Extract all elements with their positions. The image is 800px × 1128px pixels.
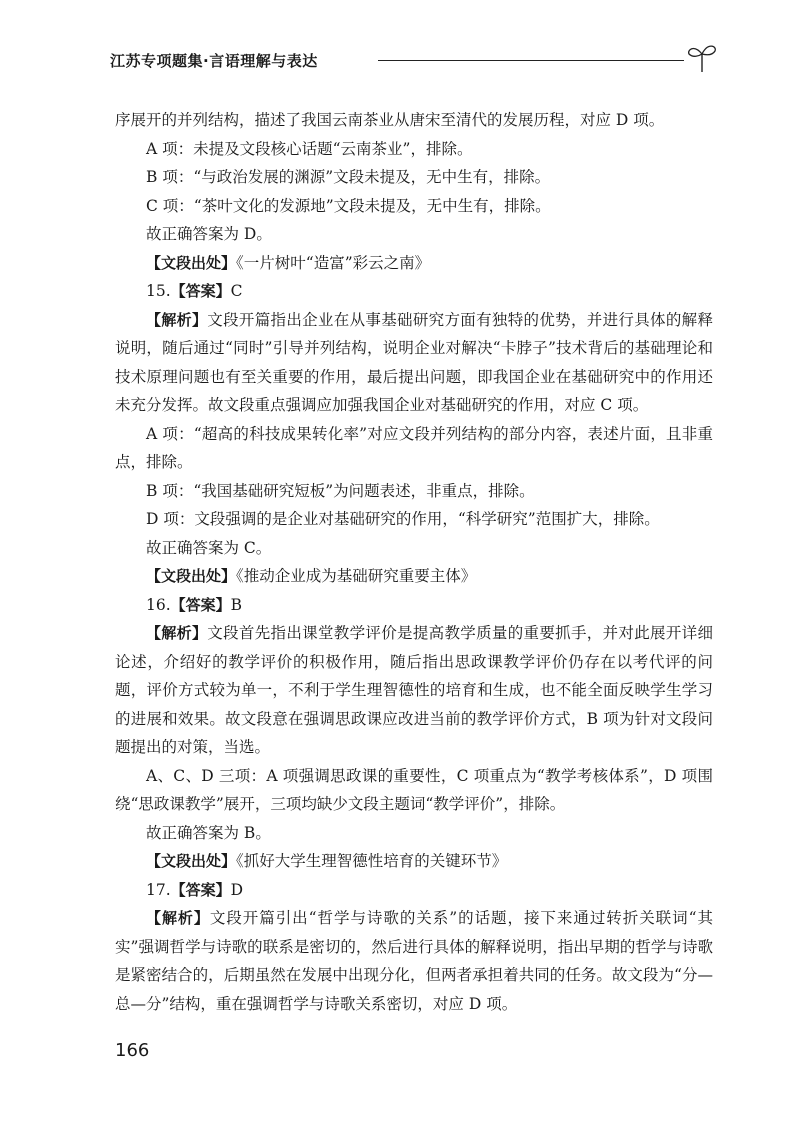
page-number: 166: [115, 1040, 150, 1061]
header-rule: [378, 60, 684, 61]
q14-option-c: C 项：“茶叶文化的发源地”文段未提及，无中生有，排除。: [146, 196, 551, 215]
q14-option-a: A 项：未提及文段核心话题“云南茶业”，排除。: [146, 139, 473, 158]
source-text: 《一片树叶“造富”彩云之南》: [236, 253, 431, 272]
q14-source: [115, 249, 713, 278]
analysis-label: 【解析】: [146, 624, 208, 642]
q14-final-answer: 故正确答案为 D。: [146, 225, 272, 243]
answer-label: 【答案】: [170, 880, 231, 899]
analysis-text: 文段首先指出课堂教学评价是提高教学质量的重要抓手，并对此展开详细论述，介绍好的教学评价的积极作用，随后指出思政课教学评价仍存在以考代评的问题，评价方式较为单一，不利于学生理智德性的培育和生成，也不能全面反映学生学习的进展和效果。故文段意在强调思政课应改进当前的教学评价方式，B 项为针对文段问题提出的对策，当选。: [115, 624, 713, 756]
answer-value: C: [230, 282, 243, 300]
source-label: 【文段出处】: [146, 253, 237, 272]
q17-analysis: [115, 904, 713, 1018]
q16-analysis: [115, 619, 713, 762]
source-text: 《抓好大学生理智德性培育的关键环节》: [236, 852, 508, 870]
q15-source: [115, 562, 713, 591]
q16-source: [115, 847, 713, 876]
q15-option-a: A 项：“超高的科技成果转化率”对应文段并列结构的部分内容，表述片面，且非重点，排除。: [115, 424, 713, 471]
q14-option-b: B 项：“与政治发展的渊源”文段未提及，无中生有，排除。: [146, 168, 551, 186]
source-label: 【文段出处】: [146, 852, 237, 870]
q15-option-b: B 项：“我国基础研究短板”为问题表述，非重点，排除。: [146, 481, 535, 500]
answer-label: 【答案】: [170, 282, 231, 300]
q15-analysis: [115, 306, 713, 420]
q17-answer: [115, 876, 713, 905]
analysis-text: 文段开篇引出“哲学与诗歌的关系”的话题，接下来通过转折关联词“其实”强调哲学与诗歌的联系是密切的，然后进行具体的解释说明，指出早期的哲学与诗歌是紧密结合的，后期虽然在发展中出现分化，但两者承担着共同的任务。故文段为“分—总—分”结构，重在强调哲学与诗歌关系密切，对应 D 项。: [115, 909, 713, 1013]
question-number: 16.: [146, 595, 171, 614]
analysis-text: 文段开篇指出企业在从事基础研究方面有独特的优势，并进行具体的解释说明，随后通过“同时”引导并列结构，说明企业对解决“卡脖子”技术背后的基础理论和技术原理问题也有至关重要的作用，最后提出问题，即我国企业在基础研究中的作用还未充分发挥。故文段重点强调应加强我国企业对基础研究的作用，对应 C 项。: [115, 310, 713, 414]
question-number: 15.: [146, 282, 171, 300]
sprout-icon: [684, 40, 720, 74]
q15-option-d: D 项：文段强调的是企业对基础研究的作用，“科学研究”范围扩大，排除。: [146, 510, 660, 528]
source-text: 《推动企业成为基础研究重要主体》: [236, 567, 477, 585]
running-header: [110, 40, 720, 76]
answer-value: B: [230, 595, 243, 614]
answer-value: D: [230, 880, 244, 899]
q15-final-answer: 故正确答案为 C。: [146, 538, 272, 557]
q16-options-acd: A、C、D 三项：A 项强调思政课的重要性，C 项重点为“教学考核体系”，D 项围绕“思政课教学”展开，三项均缺少文段主题词“教学评价”，排除。: [115, 766, 713, 813]
q14-continuation: 序展开的并列结构，描述了我国云南茶业从唐宋至清代的发展历程，对应 D 项。: [115, 111, 665, 129]
question-number: 17.: [146, 880, 171, 899]
analysis-label: 【解析】: [146, 310, 208, 329]
q16-answer: [115, 591, 713, 620]
header-title: 江苏专项题集·言语理解与表达: [110, 52, 318, 70]
q16-final-answer: 故正确答案为 B。: [146, 823, 271, 842]
answer-label: 【答案】: [170, 595, 231, 614]
q15-answer: [115, 277, 713, 306]
answer-explanations: [115, 106, 713, 1018]
analysis-label: 【解析】: [146, 909, 210, 927]
source-label: 【文段出处】: [146, 567, 237, 585]
